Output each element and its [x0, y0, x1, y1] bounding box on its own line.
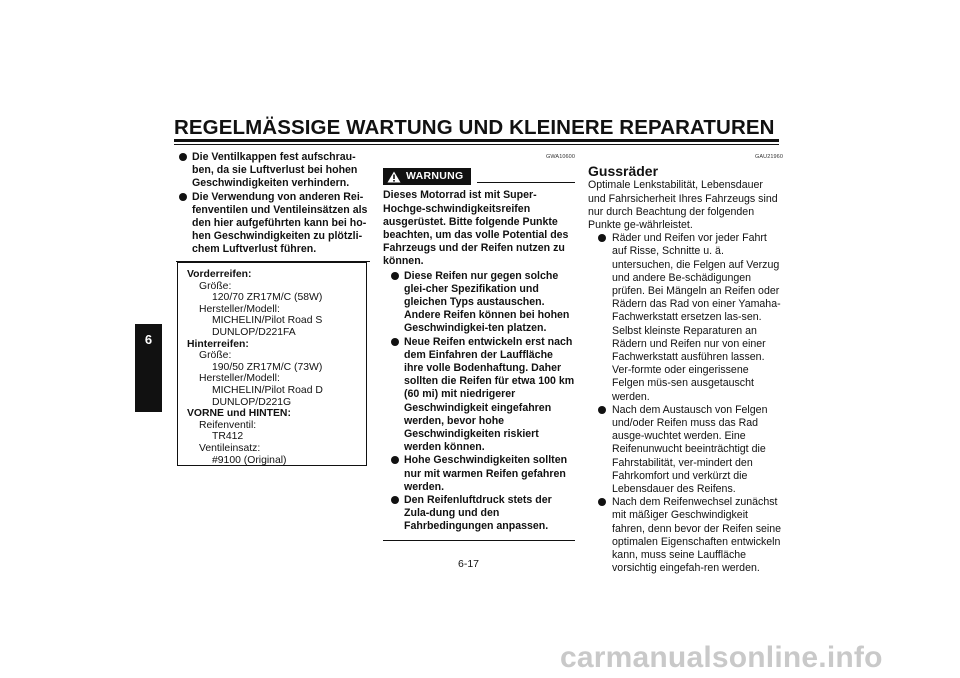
rear-tire-heading: Hinterreifen: — [187, 338, 249, 350]
page-number: 6-17 — [458, 558, 480, 570]
bullet-icon — [391, 496, 399, 504]
list-item: Räder und Reifen vor jeder Fahrt auf Risse, Schnitte u. ä. untersuchen, die Felgen auf Verzug und andere Be-schädigungen prüfen. Bei Mängeln an Reifen oder Rädern das Rad von einer Yamaha-Fachwerkstatt ersetzen las-sen. Selbst kleinste Reparaturen an Rädern und Reifen nur von einer Fachwerkstatt ausführen lassen. Ver-formte oder eingerissene Felgen müs-sen ausgetauscht werden. — [597, 232, 783, 404]
bullet-icon — [391, 456, 399, 464]
list-item: Nach dem Austausch von Felgen und/oder Reifen muss das Rad ausge-wuchtet werden. Eine Reifenunwucht beeinträchtigt die Fahrstabilität, ver-mindert den Fahrkomfort und verkürzt die Lebensdauer des Reifens. — [597, 404, 783, 496]
section-title: Gussräder — [588, 163, 659, 180]
warning-code: GWA10600 — [545, 154, 575, 160]
page-header-title: REGELMÄSSIGE WARTUNG UND KLEINERE REPARATUREN — [174, 116, 775, 139]
list-item: Die Ventilkappen fest aufschrau-ben, da sie Luftverlust bei hohen Geschwindigkeiten verhindern. — [178, 151, 368, 191]
warning-end-rule — [383, 540, 575, 541]
list-item: Den Reifenluftdruck stets der Zula-dung und den Fahrbedingungen anpassen. — [390, 494, 575, 534]
bullet-icon — [391, 338, 399, 346]
warning-bullet-list — [383, 270, 575, 534]
watermark: carmanualsonline.info — [560, 641, 883, 674]
bullet-icon — [598, 406, 606, 414]
warning-label: WARNUNG — [406, 170, 464, 183]
warning-intro: Dieses Motorrad ist mit Super-Hochge-schwindigkeitsreifen ausgerüstet. Bitte folgende Punkte beachten, um das volle Potential des Fahrzeugs und der Reifen nutzen zu können. — [383, 189, 569, 268]
section-code: GAU21960 — [754, 154, 783, 160]
header-rule-thin — [174, 144, 779, 145]
bullet-icon — [391, 272, 399, 280]
list-item: Hohe Geschwindigkeiten sollten nur mit warmen Reifen gefahren werden. — [390, 454, 575, 494]
front-tire-heading: Vorderreifen: — [187, 269, 252, 280]
warning-triangle-icon — [387, 171, 401, 183]
wheel-bullet-list — [588, 232, 783, 575]
spec-value: DUNLOP/D221FA — [212, 326, 296, 338]
warning-badge — [383, 168, 471, 185]
column-left — [178, 151, 368, 262]
spec-value: #9100 (Original) — [212, 454, 287, 466]
list-item: Nach dem Reifenwechsel zunächst mit mäßiger Geschwindigkeit fahren, denn bevor der Reifen seine optimalen Eigenschaften entwickeln kann, muss seine Lauffläche vorsichtig eingefah-ren werden. — [597, 496, 783, 575]
spec-label: Größe: — [199, 350, 232, 362]
list-item: Neue Reifen entwickeln erst nach dem Einfahren der Lauffläche ihre volle Bodenhaftung. Daher sollten die Reifen für etwa 100 km (60 mi) mit niedrigerer Geschwindigkeit eingefahren werden, bevor hohe Geschwindigkeiten riskiert werden können. — [390, 336, 575, 455]
header-rule-thick — [174, 139, 779, 142]
chapter-tab: 6 — [135, 324, 162, 412]
bullet-icon — [598, 498, 606, 506]
bullet-icon — [179, 153, 187, 161]
spec-value: MICHELIN/Pilot Road S — [212, 315, 323, 327]
column-middle — [383, 151, 575, 541]
list-item: Diese Reifen nur gegen solche glei-cher Spezifikation und gleichen Typs austauschen. Andere Reifen können bei hohen Geschwindigkei-ten platzen. — [390, 270, 575, 336]
bullet-icon — [598, 234, 606, 242]
spec-value: 190/50 ZR17M/C (73W) — [212, 361, 323, 373]
list-item: Die Verwendung von anderen Rei-fenventilen und Ventileinsätzen als den hier aufgeführten kann bei ho-hen Geschwindigkeiten zu plötzli-chem Luftverlust führen. — [178, 191, 368, 257]
column-right — [588, 151, 783, 576]
section-intro: Optimale Lenkstabilität, Lebensdauer und Fahrsicherheit Ihres Fahrzeugs sind nur durch Beachtung der folgenden Punkte ge-währleistet. — [588, 179, 778, 232]
spec-label: Hersteller/Modell: — [199, 303, 280, 315]
spec-label: Reifenventil: — [199, 419, 257, 431]
bullet-icon — [179, 193, 187, 201]
spec-label: Hersteller/Modell: — [199, 373, 280, 385]
spec-label: Ventileinsatz: — [199, 442, 261, 454]
valve-bullet-list — [178, 151, 368, 257]
both-tires-heading: VORNE und HINTEN: — [187, 408, 291, 420]
tire-spec-box — [177, 262, 367, 466]
spec-label: Größe: — [199, 280, 232, 292]
spec-value: DUNLOP/D221G — [212, 396, 292, 408]
spec-value: TR412 — [212, 431, 244, 443]
spec-value: MICHELIN/Pilot Road D — [212, 384, 323, 396]
warning-header — [383, 168, 575, 185]
spec-value: 120/70 ZR17M/C (58W) — [212, 292, 323, 304]
warning-header-rule — [477, 182, 575, 183]
